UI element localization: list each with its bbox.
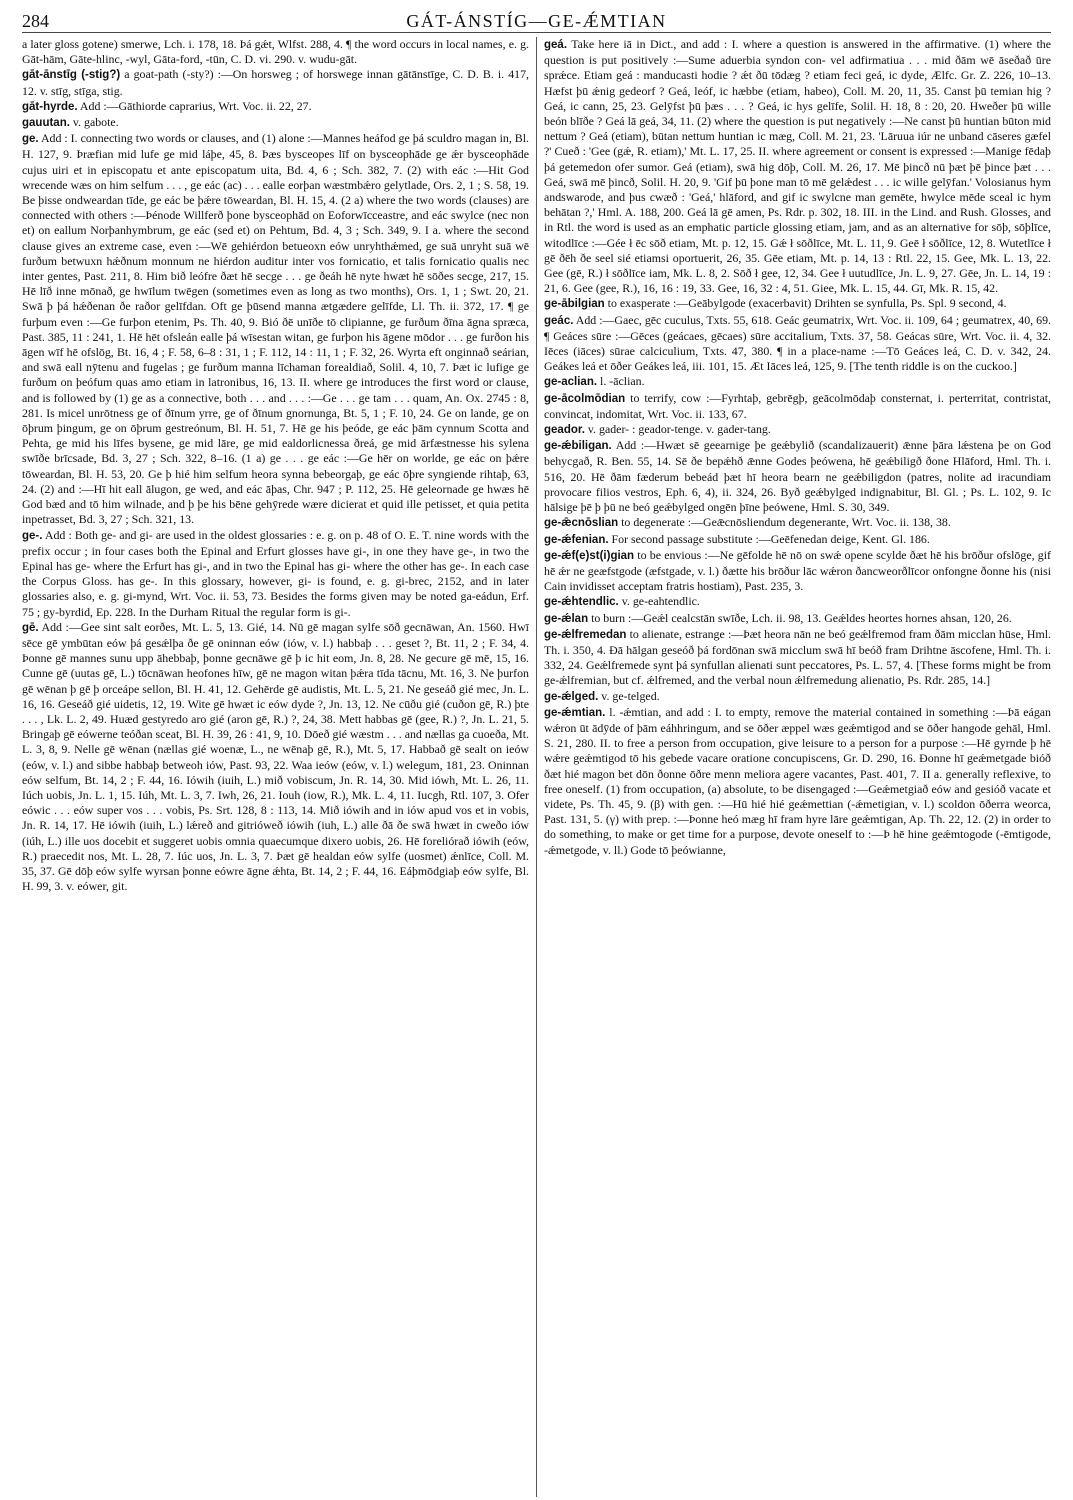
dictionary-entry	[544, 313, 1051, 375]
entry-headword: ge-ābilgian	[544, 298, 605, 311]
entry-headword: geador.	[544, 424, 585, 437]
dictionary-entry	[544, 422, 1051, 438]
dictionary-entry	[22, 131, 529, 527]
entry-text: Add :—Gaec, gēc cuculus, Txts. 55, 618. Geác geumatrix, Wrt. Voc. ii. 109, 64 ; geumatrex, 40, 69. ¶ Geáces sūre :—Gēces (geácaes, gēcaes) sūre accitalium, Txts. 37, 58. Geácas sūre, Wrt. Voc. ii. 4, 32. Iēces (iāces) sūrae calciculium, Txts. 47, 380. ¶ in a place-name :—Tō Geáces leá, C. D. v. 342, 24. Geákes leá et ōðer Geákes leá, iii. 101, 15. Æt Iāces leá, 125, 9. [The tenth riddle is on the cuckoo.]	[544, 312, 1051, 374]
entry-text: to exasperate :—Geābylgode (exacerbavit) Drihten se synfulla, Ps. Spl. 9 second, 4.	[604, 296, 1007, 311]
entry-headword: ge-ǽlged.	[544, 690, 599, 703]
dictionary-entry	[22, 620, 529, 895]
dictionary-entry	[544, 689, 1051, 705]
entry-text: to degenerate :—Geǣcnōsliendum degenerante, Wrt. Voc. ii. 138, 38.	[618, 515, 951, 530]
entry-text: v. ge-eahtendlic.	[618, 594, 700, 609]
dictionary-entry	[544, 438, 1051, 515]
dictionary-entry	[544, 374, 1051, 390]
entry-headword: ge-ǽbiligan.	[544, 440, 612, 453]
left-column	[22, 37, 529, 1497]
entry-headword: gāt-hyrde.	[22, 100, 78, 113]
dictionary-entry	[544, 532, 1051, 548]
entry-headword: ge-aclian.	[544, 376, 598, 389]
right-column	[544, 37, 1051, 1497]
entry-text: to burn :—Geǽl cealcstān swīðe, Lch. ii. 98, 13. Geǽldes heortes hornes ahsan, 120, 26.	[588, 610, 1012, 625]
entry-headword: ge-ǽhtendlic.	[544, 596, 619, 609]
entry-text: Add :—Hwæt sē geearnige þe geǽbylið (scandalizauerit) ǣnne þāra lǽstena þe on God behycgað, R. Ben. 55, 14. Sē ðe bepǽhð ǣnne Godes þeówena, hē geǽbiligð ðone Hlāford, Hml. Th. i. 516, 20. Hē ðām fæderum bebeád þæt hī heora bearn ne geǽbiligdon (patres, nolite ad iracundiam provocare filios vestros, Eph. 6, 4), ii. 324, 26. Byð geǽbylged indignabitur, Bl. Gl. ; Ps. L. 102, 9. Ic hālsige þē þ þū ne beó geǽbylged ongēn þīne þeówene, Hml. S. 30, 349.	[544, 438, 1051, 515]
running-title: GÁT-ÁNSTÍG—GE-ǼMTIAN	[406, 11, 667, 31]
entry-headword: ge-ǽf(e)st(i)gian	[544, 549, 635, 562]
entry-headword: geá.	[544, 39, 568, 51]
entry-text: to alienate, estrange :—Þæt heora nān ne beó geǽlfremod fram ðām micclan hūse, Hml. Th. i. 350, 4. Ðā hālgan geseóð þá fordōnan swā micclum swā hī beóð fram Drihtne āscofene, Hml. Th. i. 332, 24. Geǽlfremede synt þá synfullan alienati sunt peccatores, Ps. L. 57, 4. [These forms might be from ge-ǽlfremian, but cf. ǽlfremed, and the verbal noun ǽlfremedung alienatio, Ps. Rdr. 285, 14.]	[544, 626, 1051, 688]
dictionary-entry	[544, 37, 1051, 296]
entry-headword: ge-.	[22, 529, 43, 542]
dictionary-entry	[544, 548, 1051, 595]
entry-text: Add : I. connecting two words or clauses, and (1) alone :—Mannes heáfod ge þá sculdro magan in, Bl. H. 127, 9. Þræfian mid lufe ge mid láþe, 45, 8. Þæs bysceopes līf on bysceophāde ge ǽr bysceophāde cujus uiri et in episcopatu et ante episcopatum uita, Bd. 4, 6 ; Sch. 382, 7. (2) with eác :—Hit God wrecende wæs on him selfum . . . , ge eác (ac) . . . ealle eorþan wæstmbǽro gelytlade, Ors. 2, 1 ; S. 58, 19. Be þisse ondweardan tīde, ge eác be þǽre tōweardan, Bl. H. 15, 4. (2 a) where the two words (clauses) are connected with others :—Þénode Willferð þone bysceophād on Eoforwīcceastre, and eác swylce (nec non et) on eallum Norþanhymbrum, ge eác (sed et) on Pehtum, Bd. 4, 3 ; Sch. 349, 9. I a. where the second clause gives an extreme case, even :—Wē gehiérdon betueoxn eów unryhthǽmed, ge suā unryht suā wē furðum betwuxn hǽðnum monnum ne hiérdon auditur inter vos fornicatio, et talis fornicatio qualis nec inter gentes, Past. 211, 8. Him bið leófre ðæt hē secge . . . ge ðeáh hē nyte hwæt hē sōðes secge, 217, 15. Hē līð inne mōnað, ge hwīlum twēgen (sometimes even as long as two months), Ors. 1, 1 ; Swt. 20, 21. Swā þ þá hǽðenan ðe raðor gelīfdan. Oft ge þūsend manna ætgædere gelīfde, Ll. Th. ii. 372, 17. ¶ ge furþum even :—Ge furþon etenim, Ps. Th. 40, 9. Bió ðē unīðe tō clipianne, ge furðum ðīna āgna spræca, Past. 385, 11 : 241, 1. Hē hēt ofsleán ealle þá wīsestan witan, ge furþon his āgene mōdor . . . ge furðon his āgen wīf hē ofslōg, Bt. 16, 4 ; F. 58, 6–8 : 31, 1 ; F. 112, 14 : 11, 1 ; F. 32, 26. Wyrta eft onginnað seárian, and swā eall nȳtenu and fugelas ; ge furðum manna līchaman forealdiað, Solil. 4, 10, 7. Þæt ic lufige ge furðum on þeófum quas amo etiam in latronibus, 16, 13. II. where ge introduces the first word or clause, and is followed by (1) ge as a connective, both . . . and . . . :—Ge . . . ge tam . . . quam, An. Ox. 2745 : 8, 281. Is micel unrōtness ge of ðīnum yrre, ge of ðīnum gnornunga, Bt. 5, 1 ; F. 10, 24. Ge on lande, ge on ōþrum þingum, ge on ōþrum gestreónum, Bl. H. 51, 7. Hē ge his þeóde, ge eác þām cynnum Scotta and Pehta, ge mid his līfes bysene, ge mid lāre, ge mid ealdorlicnessa ðreá, ge mid ārfæstnesse his sylena swīðe brīcsade, Bd. 3, 27 ; Sch. 322, 8–16. (1 a) ge . . . ge eác :—Ge hēr on worlde, ge eác on þǽre tōweardan, Bl. H. 53, 20. Ge þ hié him selfum heora synna bebeorgaþ, ge eác ōþre syngiende rihtaþ, 63, 24. (2) and :—Hī hit eall ālugon, ge wed, and eác āþas, Chr. 947 ; P. 112, 25. Hē geleornade ge hwæs hē God bæd and tō him wilnade, and þ þe his bēne gehȳrede wære dicierat et quid ille petisset, et quia petita inpetrasset, Bd. 3, 27 ; Sch. 321, 13.	[22, 131, 529, 527]
dictionary-entry	[22, 67, 529, 98]
entry-text: v. ge-telged.	[598, 688, 660, 703]
entry-text: l. -ǽmtian, and add : I. to empty, remove the material contained in something :—Þā eágan wǽron ūt ādȳde of þām eáhhringum, and se ōðer æppel wæs geǽmtigod and se ōðer hangode gehāl, Hml. S. 21, 280. II. to free a person from occupation, give leisure to a person for a purpose :—Hē gyrnde þ hē wǽre geǽmtigod tō his gebede vacare oratione concupiscens, Gr. D. 290, 16. Ðonne hī geǽmetgade bióð ðæt hié magon bet dōn ðonne ōðre menn meliora agere vacantes, Past. 401, 7. II a. generally reflexive, to free oneself. (1) from occupation, (a) absolute, to be disengaged :—Geǽmetgiað eów and gesióð vacate et videte, Ps. Th. 45, 9. (β) with gen. :—Hū hié hié geǽmettian (-ǽmetigian, v. l.) scoldon ōðerra weorca, Past. 131, 5. (γ) with prep. :—Þonne heó mæg hī fram hyre lāre geǽmtigan, Ap. Th. 22, 12. (2) in order to do something, to make or get time for a purpose, devote oneself to :—Þ hē hine geǽmtogode (-ēmtigode, -ǽmetgode, v. ll.) Gode tō þeówianne,	[544, 704, 1051, 857]
entry-text: to terrify, cow :—Fyrhtaþ, gebrēgþ, geācolmōdaþ consternat, i. perterritat, contristat, convincat, indomitat, Wrt. Voc. ii. 133, 67.	[544, 390, 1051, 421]
dictionary-entry	[544, 515, 1051, 531]
entry-headword: ge.	[22, 133, 39, 146]
entry-text: Add : Both ge- and gi- are used in the oldest glossaries : e. g. on p. 48 of O. E. T. nine words with the prefix occur ; in four cases both the Epinal and Erfurt glosses have gi-, in one they have ge-, in two the Epinal has ge- where the Erfurt has gi-, and in two the Epinal has gi- where the other has ge-. In each case the Corpus Gloss. has ge-. In this glossary, however, gi- is found, e. g. gi-brec, 2152, and in later glossaries also, e. g. gi-mynd, Wrt. Voc. ii. 53, 73. Besides the forms given may be noted ga-eádun, Erf. 75 ; gy-byrdid, Ep. 228. In the Durham Ritual the regular form is gi-.	[22, 527, 529, 619]
page-header	[22, 6, 1051, 33]
entry-text: a goat-path (-sty?) :—On horsweg ; of horswege innan gātānstīge, C. D. B. i. 417, 12. v. stīg, stīga, stig.	[22, 67, 529, 98]
entry-headword: gauutan.	[22, 117, 70, 130]
entry-text: Add :—Gāthiorde caprarius, Wrt. Voc. ii. 22, 27.	[77, 98, 312, 113]
entry-headword: ge-ǽlfremedan	[544, 628, 627, 641]
entry-text: to be envious :—Ne gēfolde hē nō on swǽ opene scylde ðæt hē his brōður ofslōge, gif hē ǽr ne geæfstgode (æfstgade, v. l.) ðætte his brōður lāc wǽron ðancweorðlīcor onfongne ðonne his (nisi Cain invidisset acceptam fratris hostiam), Past. 235, 3.	[544, 547, 1051, 594]
entry-headword: ge-ǽlan	[544, 612, 589, 625]
dictionary-entry	[22, 115, 529, 131]
entry-headword: geác.	[544, 314, 574, 327]
entry-text: Add :—Gee sint salt eorðes, Mt. L. 5, 13. Gié, 14. Nū gē magan sylfe sōð gecnāwan, An. 1560. Hwī sēce gē ymbūtan eów þá gesǽlþa ðe gē oninnan eów (iów, v. l.) habbaþ . . . geset ?, Bt. 11, 2 ; F. 34, 4. Þonne gē mannes sunu upp āhebbaþ, þonne gecnāwe gē þ ic hit eom, Jn. 8, 28. Ne gecure gē mē, 15, 16. Cunne gē (uutas gē, L.) tōcnāwan heofones hīw, gē ne magon witan þǽra tīda tācnu, Mt. 16, 3. Ne þurfon gē wēnan þ gē þ orceápe sellon, Bl. H. 41, 12. Gehērde gē audistis, Mt. L. 5, 21. Ne geseáð gié mec, Jn. L. 16, 16. Geseáð gié uidetis, 12, 19. Wite gē hwæt ic eów dyde ?, Jn. 13, 12. Ne cūðu gié (cuðon gē, R.) þte . . . , Lk. L. 2, 49. Huæd gestyredo aro gié (aron gē, R.) ?, 24, 38. Mett habbas gē (gee, R.) ?, Jn. L. 21, 5. Bringaþ gē eówerne teóðan sceat, Bl. H. 39, 26 : 41, 9, 10. Dōeð gié wæstm . . . and nællas ga cuoeða, Mt. L. 3, 8, 9. Nelle gē wēnan (nællas gié woenæ, L., ne wēnaþ gē, R.), Mt. 5, 17. Habbað gē sealt on ieów (eów, v. l.) and sibbe habbaþ betweoh iów, Past. 93, 22. Waa ieów (eów, v. l.) welegum, 181, 23. Oninnan eów selfum, Bt. 14, 2 ; F. 44, 16. Iówih (iuih, L.) mið vobiscum, Jn. R. 14, 30. Mid iówh, Mt. L. 26, 11. Iúch uobis, Jn. L. 1, 15. Iúh, Mt. L. 3, 7. Iwh, 26, 21. Iouh (iow, R.), Mk. L. 4, 11. Iucgh, Rtl. 107, 3. Ofer eówic . . . eów super vos . . . vobis, Ps. Srt. 128, 8 : 113, 14. Mið iówih and in iów apud vos et in vobis, Jn. R. 14, 17. Hē iówih (iuih, L.) lǽreð and gitrióweð iówih (iuh, L.) alle ðā ðe swā hwæt in cweðo iów (iúh, L.) ille uos docebit et suggeret uobis omnia quaecumque dixero uobis, 26. Hē foreliórað iówih (eów, R.) praecedit nos, Mt. L. 28, 7. Iúc uos, Jn. L. 3, 7. Þæt gē healdan eów sylfe (uosmet) ǽnlīce, Coll. M. 35, 37. Gē dōþ eów sylfe wyrsan þonne eówre āgne ǽhta, Bt. 14, 2 ; F. 44, 16. Eáþmōdgiaþ eów sylfe, Bl. H. 99, 3. v. eówer, git.	[22, 619, 529, 894]
entry-text: v. gader- : geador-tenge. v. gader-tang.	[584, 422, 771, 437]
dictionary-entry	[544, 391, 1051, 422]
page-number: 284	[22, 11, 49, 31]
entry-headword: ge-ǽmtian.	[544, 706, 606, 719]
dictionary-entry	[22, 37, 529, 67]
entry-headword: gāt-ānstīg (-stig?)	[22, 69, 121, 82]
dictionary-entry	[544, 627, 1051, 689]
entry-headword: ge-ǣcnōslian	[544, 517, 619, 530]
entry-text: v. gabote.	[69, 115, 119, 130]
entry-text: For second passage substitute :—Geēfenedan deige, Kent. Gl. 186.	[608, 531, 930, 546]
entry-text: l. -āclian.	[597, 374, 645, 389]
entry-text: Take here iā in Dict., and add : I. where a question is answered in the affirmative. (1) where the question is put positively :—Sume aduerbia syndon con- vel adfirmatiua . . . mid ðām wē āseðað ūre sprǽce. Etiam geá : manducasti hodie ? ǽt ðū tōdæg ? etiam feci geá, ic dyde, Ælfc. Gr. Z. 226, 10–13. Hæfst þū ǽnig gedeorf ? Geá, leóf, ic hæbbe (etiam, habeo), Coll. M. 20, 11, 35. Canst þū temian hig ? Geá, ic cann, 25, 23. Gelȳfst þū þæs . . . ? Geá, ic hys gelīfe, Solil. H. 18, 8 : 20, 20. Hweðer þū wille beón blīðe ? Geá lā geá, 34, 11. (2) where the question is put negatively :—Ne canst þū huntian būton mid nettum ? Geá (etiam), būtan nettum huntian ic mæg, Coll. M. 21, 23. 'Lāruua iúr ne unband cāseres gæfel ?' Cueð : 'Gee (gǽ, R. etiam),' Mt. L. 17, 25. II. where agreement or consent is expressed :—Manige fēdaþ þá getemedon ofer sumor. Geá (etiam), swā hig dōþ, Coll. M. 26, 17. Mē þincð nū þæt þē þince þæt . . . Geá, swā mē þincð, Solil. H. 20, 9. 'Gif þū þone man tō mē gelǽdest . . . ic wille gelȳfan.' Volosianus hym andswarode, and þus cwæð : 'Geá,' hlāford, and gif ic swylcne man gemēte, hwylce mēde sceal ic hym behātan ?,' Hml. A. 188, 200. Geá lā gē amen, Ps. Rdr. p. 302, 18. III. in the Lind. and Rush. Glosses, and in Rtl. the word is used as an emphatic particle glossing etiam, jam, and as an alternative for sōþ, sōþlīce, witodlīce :—Gée ł ēc sōð etiam, Mt. p. 12, 15. Gǽ ł sōðlīce, Mt. L. 11, 9. Geē ł sōðlīce, 12, 8. Wutetlīce ł gē ðēh ðe seel sié etiamsi oportuerit, 26, 35. Gēe etiam, Mt. p. 14, 13 : Rtl. 22, 15. Gee, Mk. L. 13, 22. Gee (gē, R.) ł sōðlīce iam, Mk. L. 8, 2. Sōð ł gee, 12, 34. Gee ł uutudlīce, Jn. L. 9, 27. Gēe, Jn. L. 14, 19 : 21, 6. Gee (gee, R.), 16, 16 : 19, 33. Gee, 16, 32 : 4, 51. Giee, Mk. L. 15, 44. Gī, Mk. R. 15, 42.	[544, 37, 1051, 296]
entry-headword: ge-ǽfenian.	[544, 533, 609, 546]
column-divider	[536, 37, 537, 1497]
entry-headword: ge-ācolmōdian	[544, 392, 626, 405]
dictionary-entry	[544, 594, 1051, 610]
entry-text: a later gloss gotene) smerwe, Lch. i. 178, 18. Þá gǽt, Wlfst. 288, 4. ¶ the word occurs in local names, e. g. Gāt-hām, Gāte-hlinc, -wyl, Gāta-ford, -tūn, C. D. vi. 290. v. wudu-gāt.	[22, 37, 529, 67]
dictionary-entry	[544, 705, 1051, 858]
dictionary-entry	[22, 99, 529, 115]
entry-headword: gē.	[22, 621, 39, 634]
dictionary-entry	[544, 296, 1051, 312]
dictionary-entry	[544, 611, 1051, 627]
text-columns	[22, 37, 1051, 1497]
dictionary-entry	[22, 528, 529, 620]
